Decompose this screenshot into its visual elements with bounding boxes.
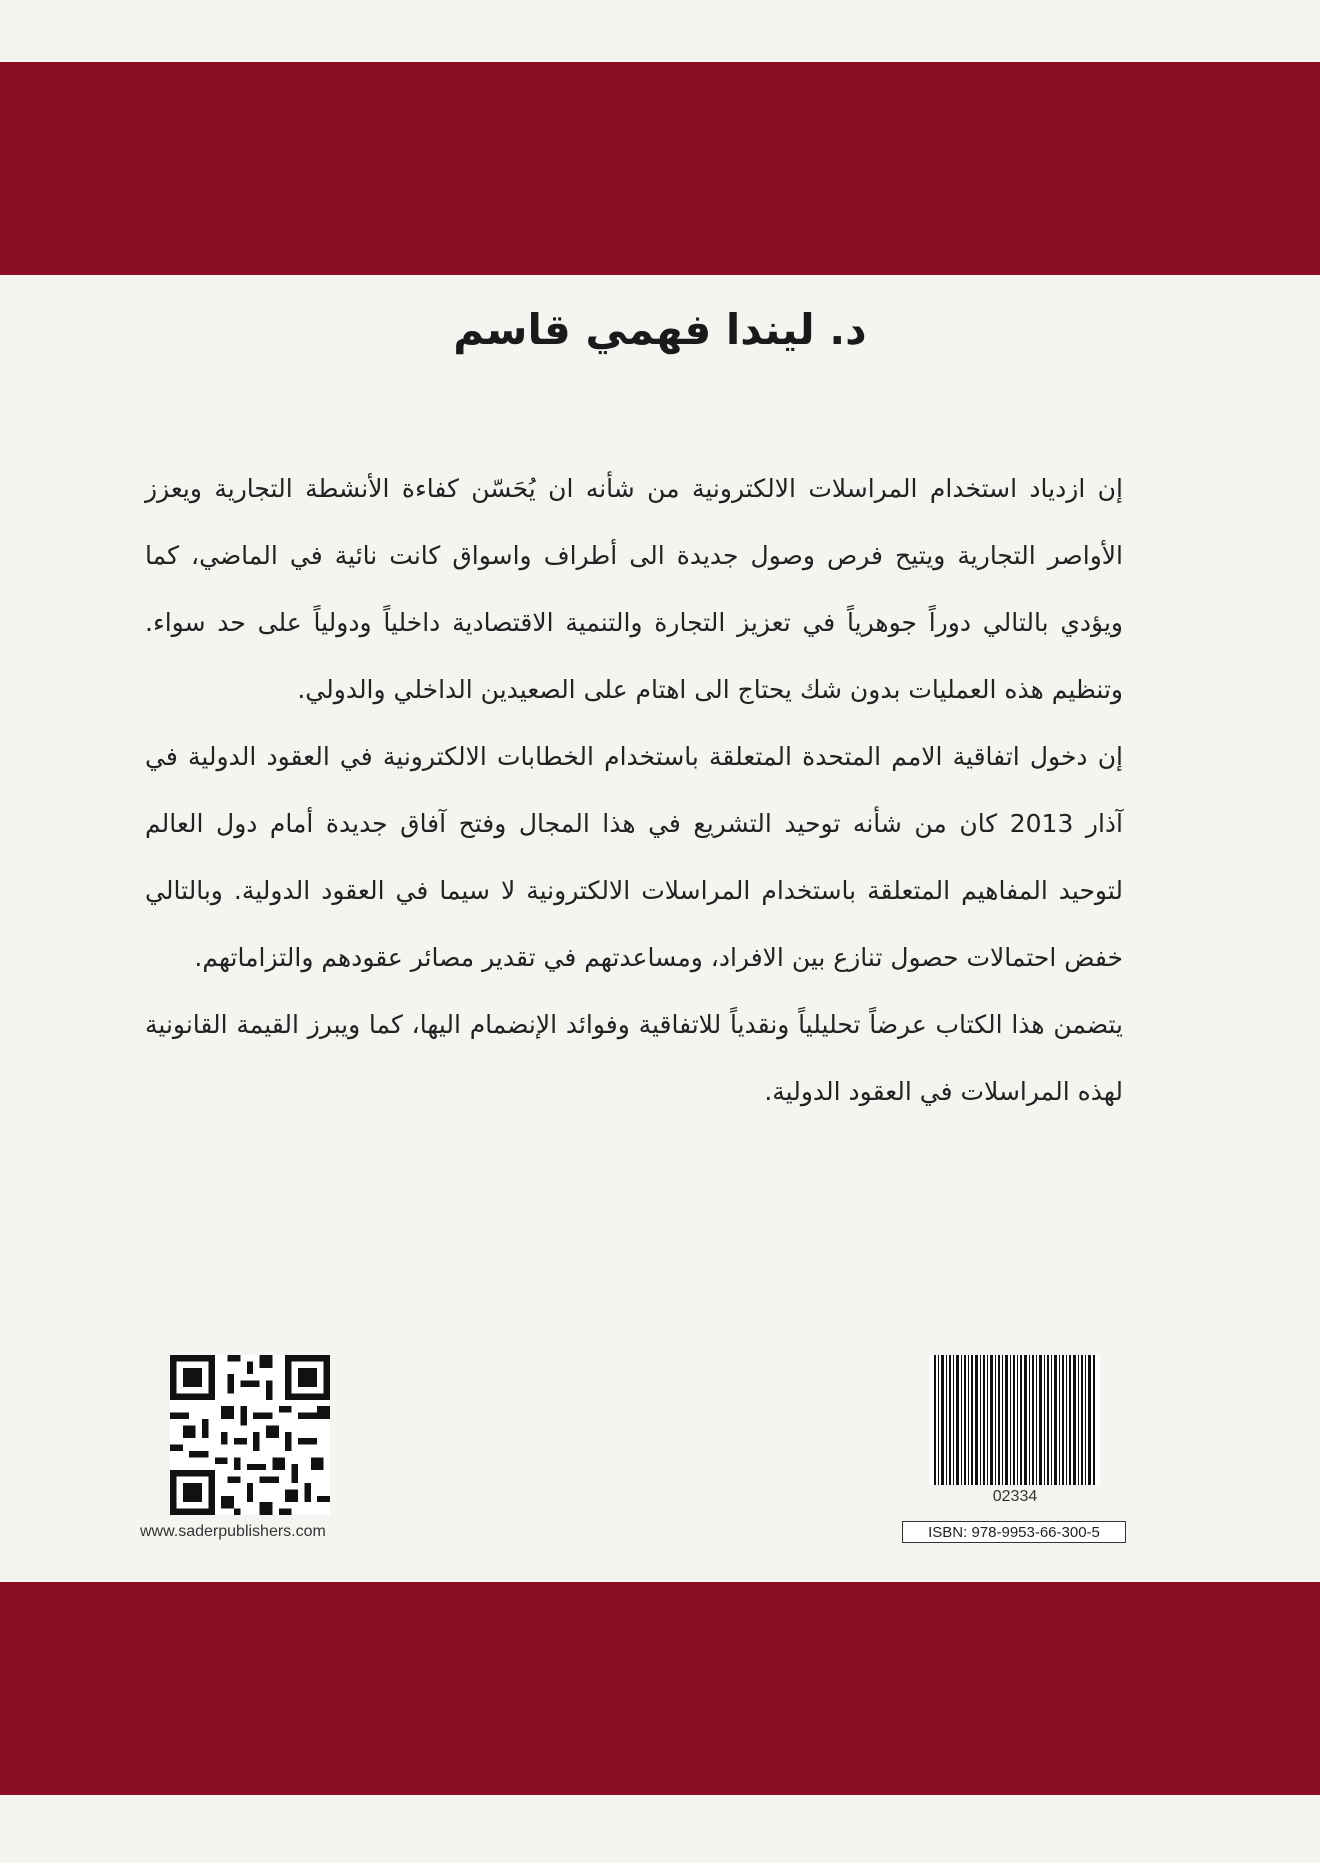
barcode-icon	[930, 1355, 1100, 1485]
barcode-digits: 02334	[992, 1488, 1038, 1505]
blurb-paragraph: يتضمن هذا الكتاب عرضاً تحليلياً ونقدياً للاتفاقية وفوائد الإنضمام اليها، كما ويبرز القيمة القانونية لهذه المراسلات في العقود الدولية.	[145, 1010, 1123, 1106]
bottom-color-band	[0, 1582, 1320, 1795]
blurb-paragraph: إن دخول اتفاقية الامم المتحدة المتعلقة باستخدام الخطابات الالكترونية في العقود الدولية في آذار 2013 كان من شأنه توحيد التشريع في هذا المجال وفتح آفاق جديدة أمام دول العالم لتوحيد المفاهيم المتعلقة باستخدام المراسلات الالكترونية لا سيما في العقود الدولية. وبالتالي خفض احتمالات حصول تنازع بين الافراد، ومساعدتهم في تقدير مصائر عقودهم والتزاماتهم.	[145, 742, 1124, 972]
top-color-band	[0, 62, 1320, 275]
isbn-label: ISBN: 978-9953-66-300-5	[902, 1521, 1126, 1543]
publisher-website: www.saderpublishers.com	[140, 1523, 326, 1540]
blurb-paragraph: إن ازدياد استخدام المراسلات الالكترونية من شأنه ان يُحَسّن كفاءة الأنشطة التجارية ويعزز الأواصر التجارية ويتيح فرص وصول جديدة الى أطراف واسواق كانت نائية في الماضي، كما ويؤدي بالتالي دوراً جوهرياً في تعزيز التجارة والتنمية الاقتصادية داخلياً ودولياً على حد سواء. وتنظيم هذه العمليات بدون شك يحتاج الى اهتام على الصعيدين الداخلي والدولي.	[145, 474, 1123, 704]
qr-code-icon	[170, 1355, 330, 1515]
author-name: د. ليندا فهمي قاسم	[453, 305, 867, 354]
blurb	[145, 455, 1123, 1125]
